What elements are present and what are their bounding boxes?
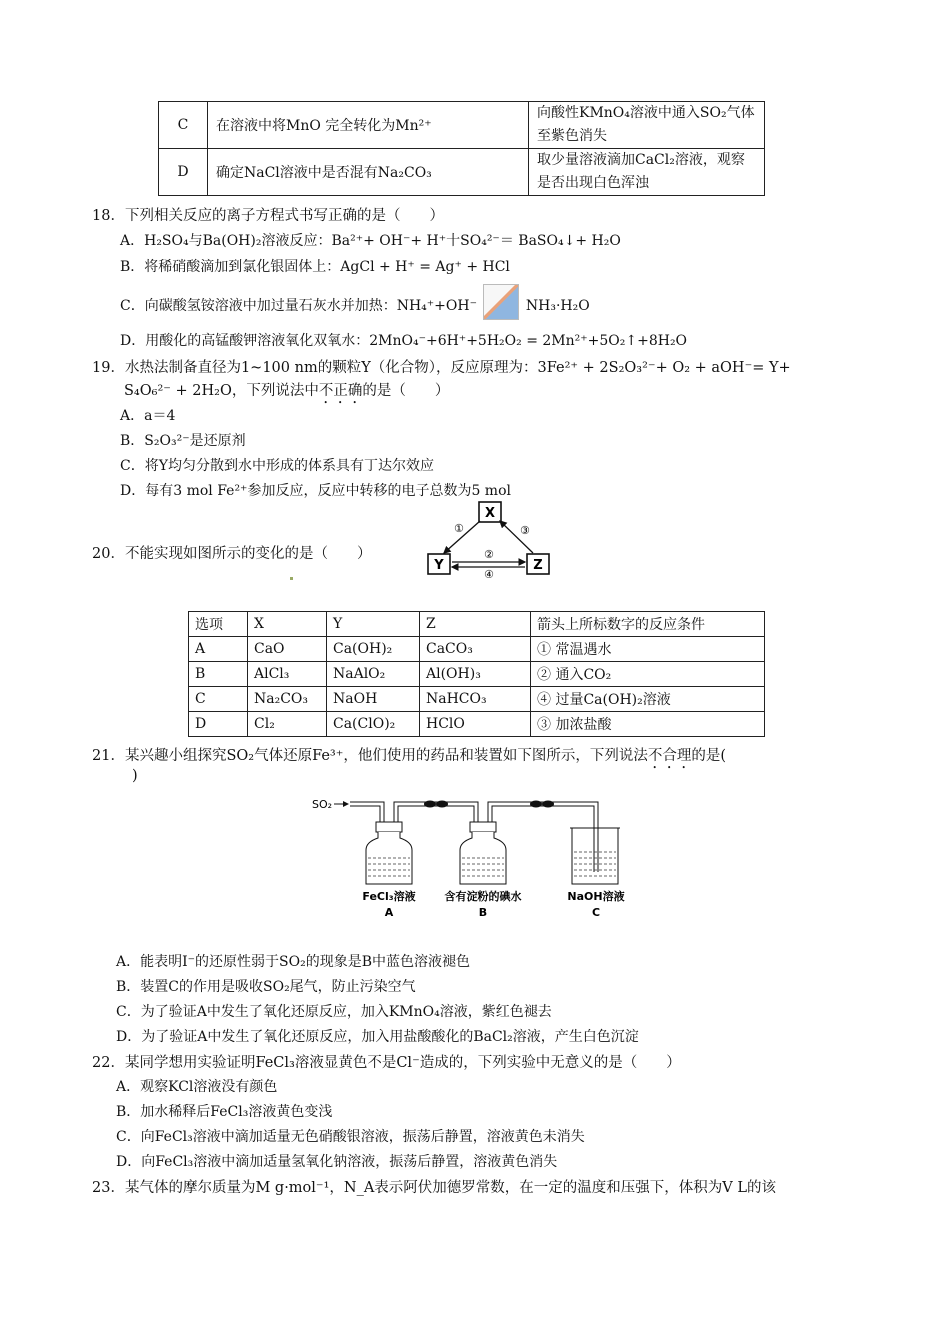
stopper-a xyxy=(376,822,402,832)
broken-image-icon xyxy=(483,284,519,320)
q18-option-a: A．H₂SO₄与Ba(OH)₂溶液反应：Ba²⁺+ OH⁻+ H⁺十SO₄²⁻＝ BaSO₄↓+ H₂O xyxy=(120,233,621,249)
q20-stem: 20．不能实现如图所示的变化的是（ ） xyxy=(92,546,372,562)
table-row xyxy=(189,712,765,737)
q22-option-b: B．加水稀释后FeCl₃溶液黄色变浅 xyxy=(116,1104,333,1120)
table-cell: C xyxy=(189,687,248,712)
q22-option-d: D．向FeCl₃溶液中滴加适量氢氧化钠溶液，振荡后静置，溶液黄色消失 xyxy=(116,1154,558,1170)
q19-stem-line2 xyxy=(124,379,449,407)
table-row xyxy=(189,687,765,712)
table-cell: Cl₂ xyxy=(248,712,327,737)
table-cell: NaAlO₂ xyxy=(327,662,420,687)
table-cell: Ca(OH)₂ xyxy=(327,637,420,662)
q21-stem-tail: 的是( xyxy=(691,748,727,764)
q20-table xyxy=(188,611,765,737)
q19-stem-line1: 19．水热法制备直径为1~100 nm的颗粒Y（化合物），反应原理为：3Fe²⁺ + 2S₂O₃²⁻+ O₂ + aOH⁻= Y+ xyxy=(92,360,791,376)
table-cell: CaO xyxy=(248,637,327,662)
table-cell: HClO xyxy=(420,712,531,737)
table-cell: NaOH xyxy=(327,687,420,712)
table-cell: D xyxy=(189,712,248,737)
node-x-label: X xyxy=(484,506,496,521)
q18-option-d: D．用酸化的高锰酸钾溶液氧化双氧水：2MnO₄⁻+6H⁺+5H₂O₂ = 2Mn²⁺+5O₂↑+8H₂O xyxy=(120,333,688,349)
q21-stem-line1 xyxy=(92,744,726,772)
table-cell: Al(OH)₃ xyxy=(420,662,531,687)
label-3: ③ xyxy=(520,524,530,537)
column-header: X xyxy=(248,612,327,637)
beaker-c-tag: C xyxy=(591,906,601,919)
label-1: ① xyxy=(454,522,464,535)
q22-option-c: C．向FeCl₃溶液中滴加适量无色硝酸银溶液，振荡后静置，溶液黄色未消失 xyxy=(116,1129,585,1145)
table-cell: ④ 过量Ca(OH)₂溶液 xyxy=(531,687,765,712)
column-header: Z xyxy=(420,612,531,637)
table-cell: NaHCO₃ xyxy=(420,687,531,712)
node-y-label: Y xyxy=(434,558,444,573)
table-cell: AlCl₃ xyxy=(248,662,327,687)
table-cell: ③ 加浓盐酸 xyxy=(531,712,765,737)
table-cell: 取少量溶液滴加CaCl₂溶液，观察是否出现白色浑浊 xyxy=(529,149,765,196)
table-cell: D xyxy=(159,149,208,196)
label-2: ② xyxy=(484,548,494,561)
q21-option-b: B．装置C的作用是吸收SO₂尾气，防止污染空气 xyxy=(116,979,416,995)
rubber-connector xyxy=(530,801,542,808)
q19-option-c: C．将Y均匀分散到水中形成的体系具有丁达尔效应 xyxy=(120,458,434,474)
q22-stem: 22．某同学想用实验证明FeCl₃溶液显黄色不是Cl⁻造成的，下列实验中无意义的是（ ） xyxy=(92,1055,681,1071)
q21-stem-text: 21．某兴趣小组探究SO₂气体还原Fe³⁺，他们使用的药品和装置如下图所示，下列说法 xyxy=(92,748,648,764)
table-cell: CaCO₃ xyxy=(420,637,531,662)
table-row xyxy=(159,102,765,149)
q19-emphasis: 不正确 xyxy=(318,383,363,399)
q21-option-d: D．为了验证A中发生了氧化还原反应，加入用盐酸酸化的BaCl₂溶液，产生白色沉淀 xyxy=(116,1029,639,1045)
column-header: Y xyxy=(327,612,420,637)
liquid-hatch xyxy=(574,852,616,876)
table-cell: 确定NaCl溶液中是否混有Na₂CO₃ xyxy=(208,149,529,196)
q19-option-b: B．S₂O₃²⁻是还原剂 xyxy=(120,433,246,449)
xyz-cycle-diagram xyxy=(420,496,560,578)
table-cell: C xyxy=(159,102,208,149)
table-cell: 向酸性KMnO₄溶液中通入SO₂气体至紫色消失 xyxy=(529,102,765,149)
gas-label: SO₂ xyxy=(312,798,333,811)
column-header: 箭头上所标数字的反应条件 xyxy=(531,612,765,637)
q18-stem: 18．下列相关反应的离子方程式书写正确的是（ ） xyxy=(92,208,444,224)
node-z-label: Z xyxy=(533,558,543,573)
label-4: ④ xyxy=(484,568,494,578)
q18-option-c-text: C．向碳酸氢铵溶液中加过量石灰水并加热：NH₄⁺+OH⁻ xyxy=(120,298,477,314)
q22-option-a: A．观察KCl溶液没有颜色 xyxy=(116,1079,278,1095)
q23-stem: 23．某气体的摩尔质量为M g·mol⁻¹，N_A表示阿伏加德罗常数，在一定的温度和压强下，体积为V L的该 xyxy=(92,1180,776,1196)
stopper-b xyxy=(470,822,496,832)
table-cell: Ca(ClO)₂ xyxy=(327,712,420,737)
q18-option-c-product: NH₃·H₂O xyxy=(525,298,590,314)
rubber-connector xyxy=(436,801,448,808)
q18-option-c xyxy=(120,288,590,324)
table-cell: 在溶液中将MnO 完全转化为Mn²⁺ xyxy=(208,102,529,149)
q21-option-a: A．能表明I⁻的还原性弱于SO₂的现象是B中蓝色溶液褪色 xyxy=(116,954,470,970)
table-header-row xyxy=(189,612,765,637)
liquid-a xyxy=(367,858,411,883)
rubber-connector xyxy=(424,801,436,808)
bottle-a-tag: A xyxy=(384,906,394,919)
table-cell: ② 通入CO₂ xyxy=(531,662,765,687)
rubber-connector xyxy=(542,801,554,808)
table-cell: ① 常温遇水 xyxy=(531,637,765,662)
stray-mark xyxy=(290,577,293,580)
q19-option-d: D．每有3 mol Fe²⁺参加反应，反应中转移的电子总数为5 mol xyxy=(120,483,511,499)
bottle-a-label: FeCl₃溶液 xyxy=(362,890,416,903)
table-cell: A xyxy=(189,637,248,662)
table-row xyxy=(189,637,765,662)
q19-stem-tail: 的是（ ） xyxy=(362,383,450,399)
table-cell: Na₂CO₃ xyxy=(248,687,327,712)
table-row xyxy=(159,149,765,196)
beaker-c xyxy=(570,828,620,884)
apparatus-diagram xyxy=(308,792,638,924)
q21-option-c: C．为了验证A中发生了氧化还原反应，加入KMnO₄溶液，紫红色褪去 xyxy=(116,1004,552,1020)
q21-emphasis: 不合理 xyxy=(647,748,692,764)
q21-stem-line2: ) xyxy=(132,768,138,784)
q19-option-a: A．a＝4 xyxy=(120,408,176,424)
table-row xyxy=(189,662,765,687)
top-table xyxy=(158,101,765,196)
q19-stem-text: S₄O₆²⁻ + 2H₂O，下列说法中 xyxy=(124,383,319,399)
table-cell: B xyxy=(189,662,248,687)
q18-option-b: B．将稀硝酸滴加到氯化银固体上：AgCl + H⁺ = Ag⁺ + HCl xyxy=(120,259,510,275)
bottle-b-tag: B xyxy=(478,906,488,919)
column-header: 选项 xyxy=(189,612,248,637)
bottle-b-label: 含有淀粉的碘水 xyxy=(444,890,522,903)
beaker-c-label: NaOH溶液 xyxy=(567,890,625,903)
